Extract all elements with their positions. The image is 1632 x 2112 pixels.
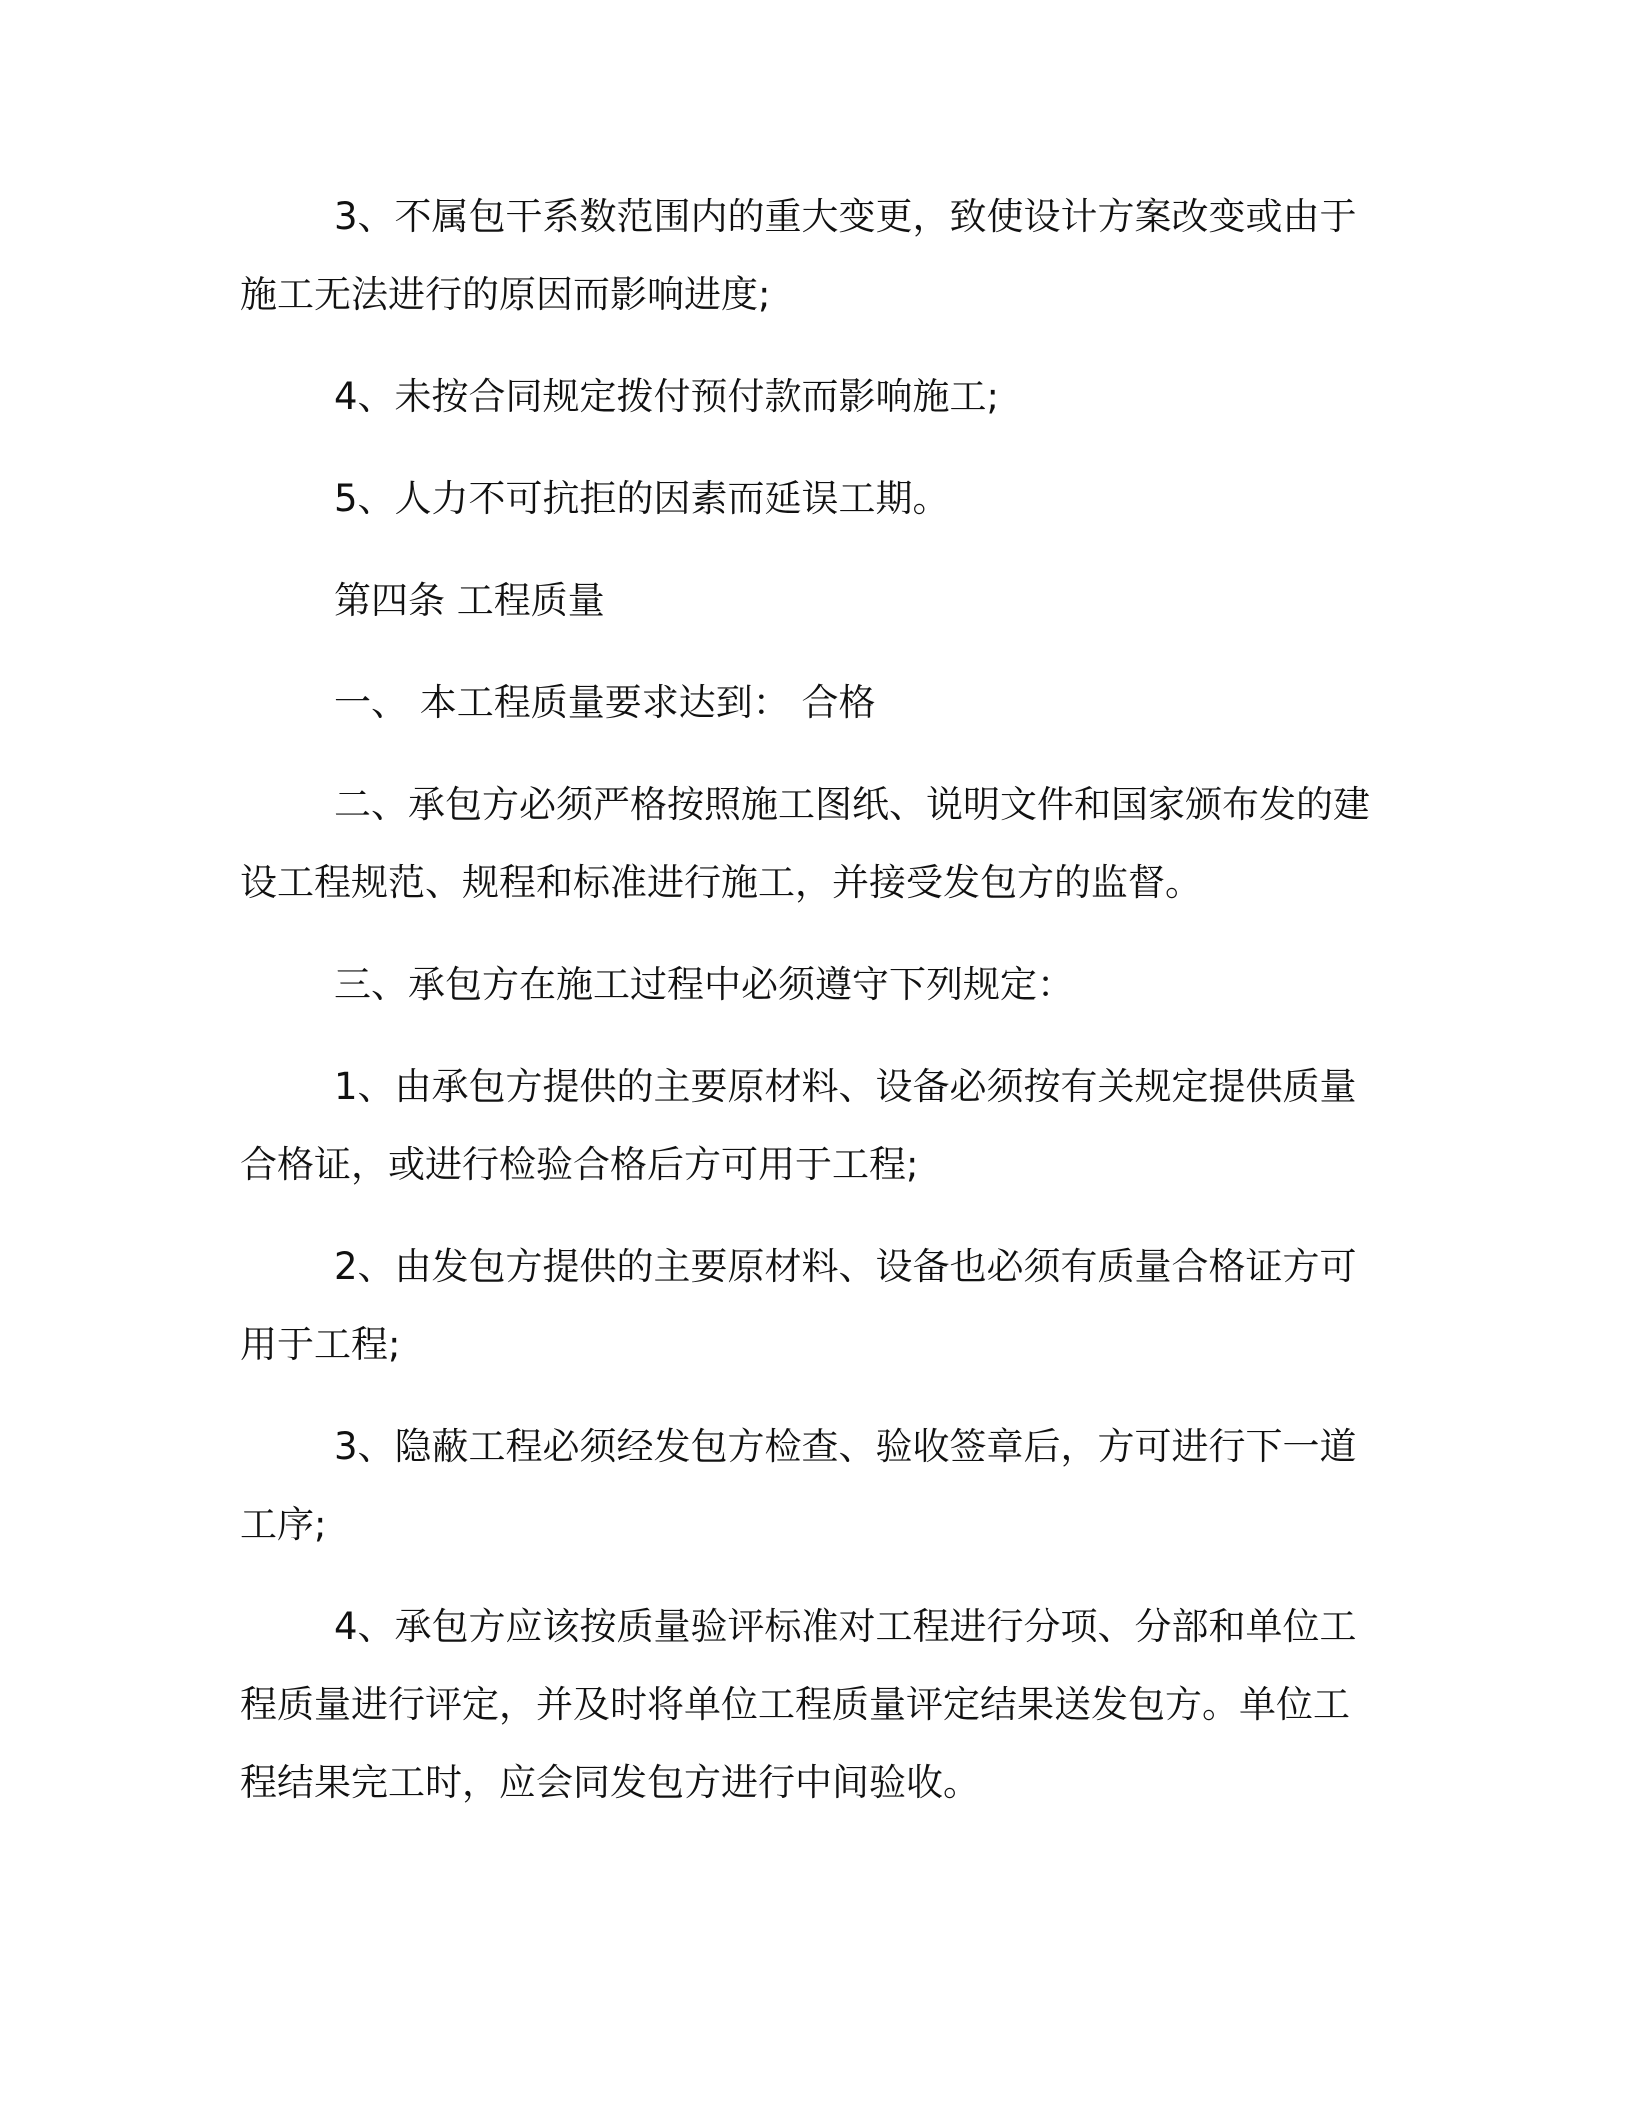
- paragraph-rule-4-quality-evaluation: 4、承包方应该按质量验评标准对工程进行分项、分部和单位工程质量进行评定，并及时将单位工程质量评定结果送发包方。单位工程结果完工时，应会同发包方进行中间验收。: [240, 1605, 1357, 1804]
- paragraph-rule-1-materials: 1、由承包方提供的主要原材料、设备必须按有关规定提供质量合格证，或进行检验合格后方可用于工程;: [240, 1065, 1357, 1186]
- section-heading-article-4: 第四条 工程质量: [334, 579, 605, 622]
- paragraph-item-5-force-majeure: 5、人力不可抗拒的因素而延误工期。: [334, 477, 950, 520]
- paragraph-rule-2-owner-materials: 2、由发包方提供的主要原材料、设备也必须有质量合格证方可用于工程;: [240, 1245, 1357, 1366]
- paragraph-item-3-change: 3、不属包干系数范围内的重大变更，致使设计方案改变或由于施工无法进行的原因而影响进度;: [240, 195, 1357, 316]
- paragraph-rule-3-concealed-works: 3、隐蔽工程必须经发包方检查、验收签章后，方可进行下一道工序;: [240, 1425, 1357, 1546]
- paragraph-item-4-advance-payment: 4、未按合同规定拨付预付款而影响施工;: [334, 375, 1000, 418]
- paragraph-construction-standards: 二、承包方必须严格按照施工图纸、说明文件和国家颁布发的建设工程规范、规程和标准进行施工，并接受发包方的监督。: [240, 783, 1370, 904]
- paragraph-quality-requirement: 一、 本工程质量要求达到： 合格: [334, 681, 876, 724]
- paragraph-rules-intro: 三、承包方在施工过程中必须遵守下列规定：: [334, 963, 1074, 1006]
